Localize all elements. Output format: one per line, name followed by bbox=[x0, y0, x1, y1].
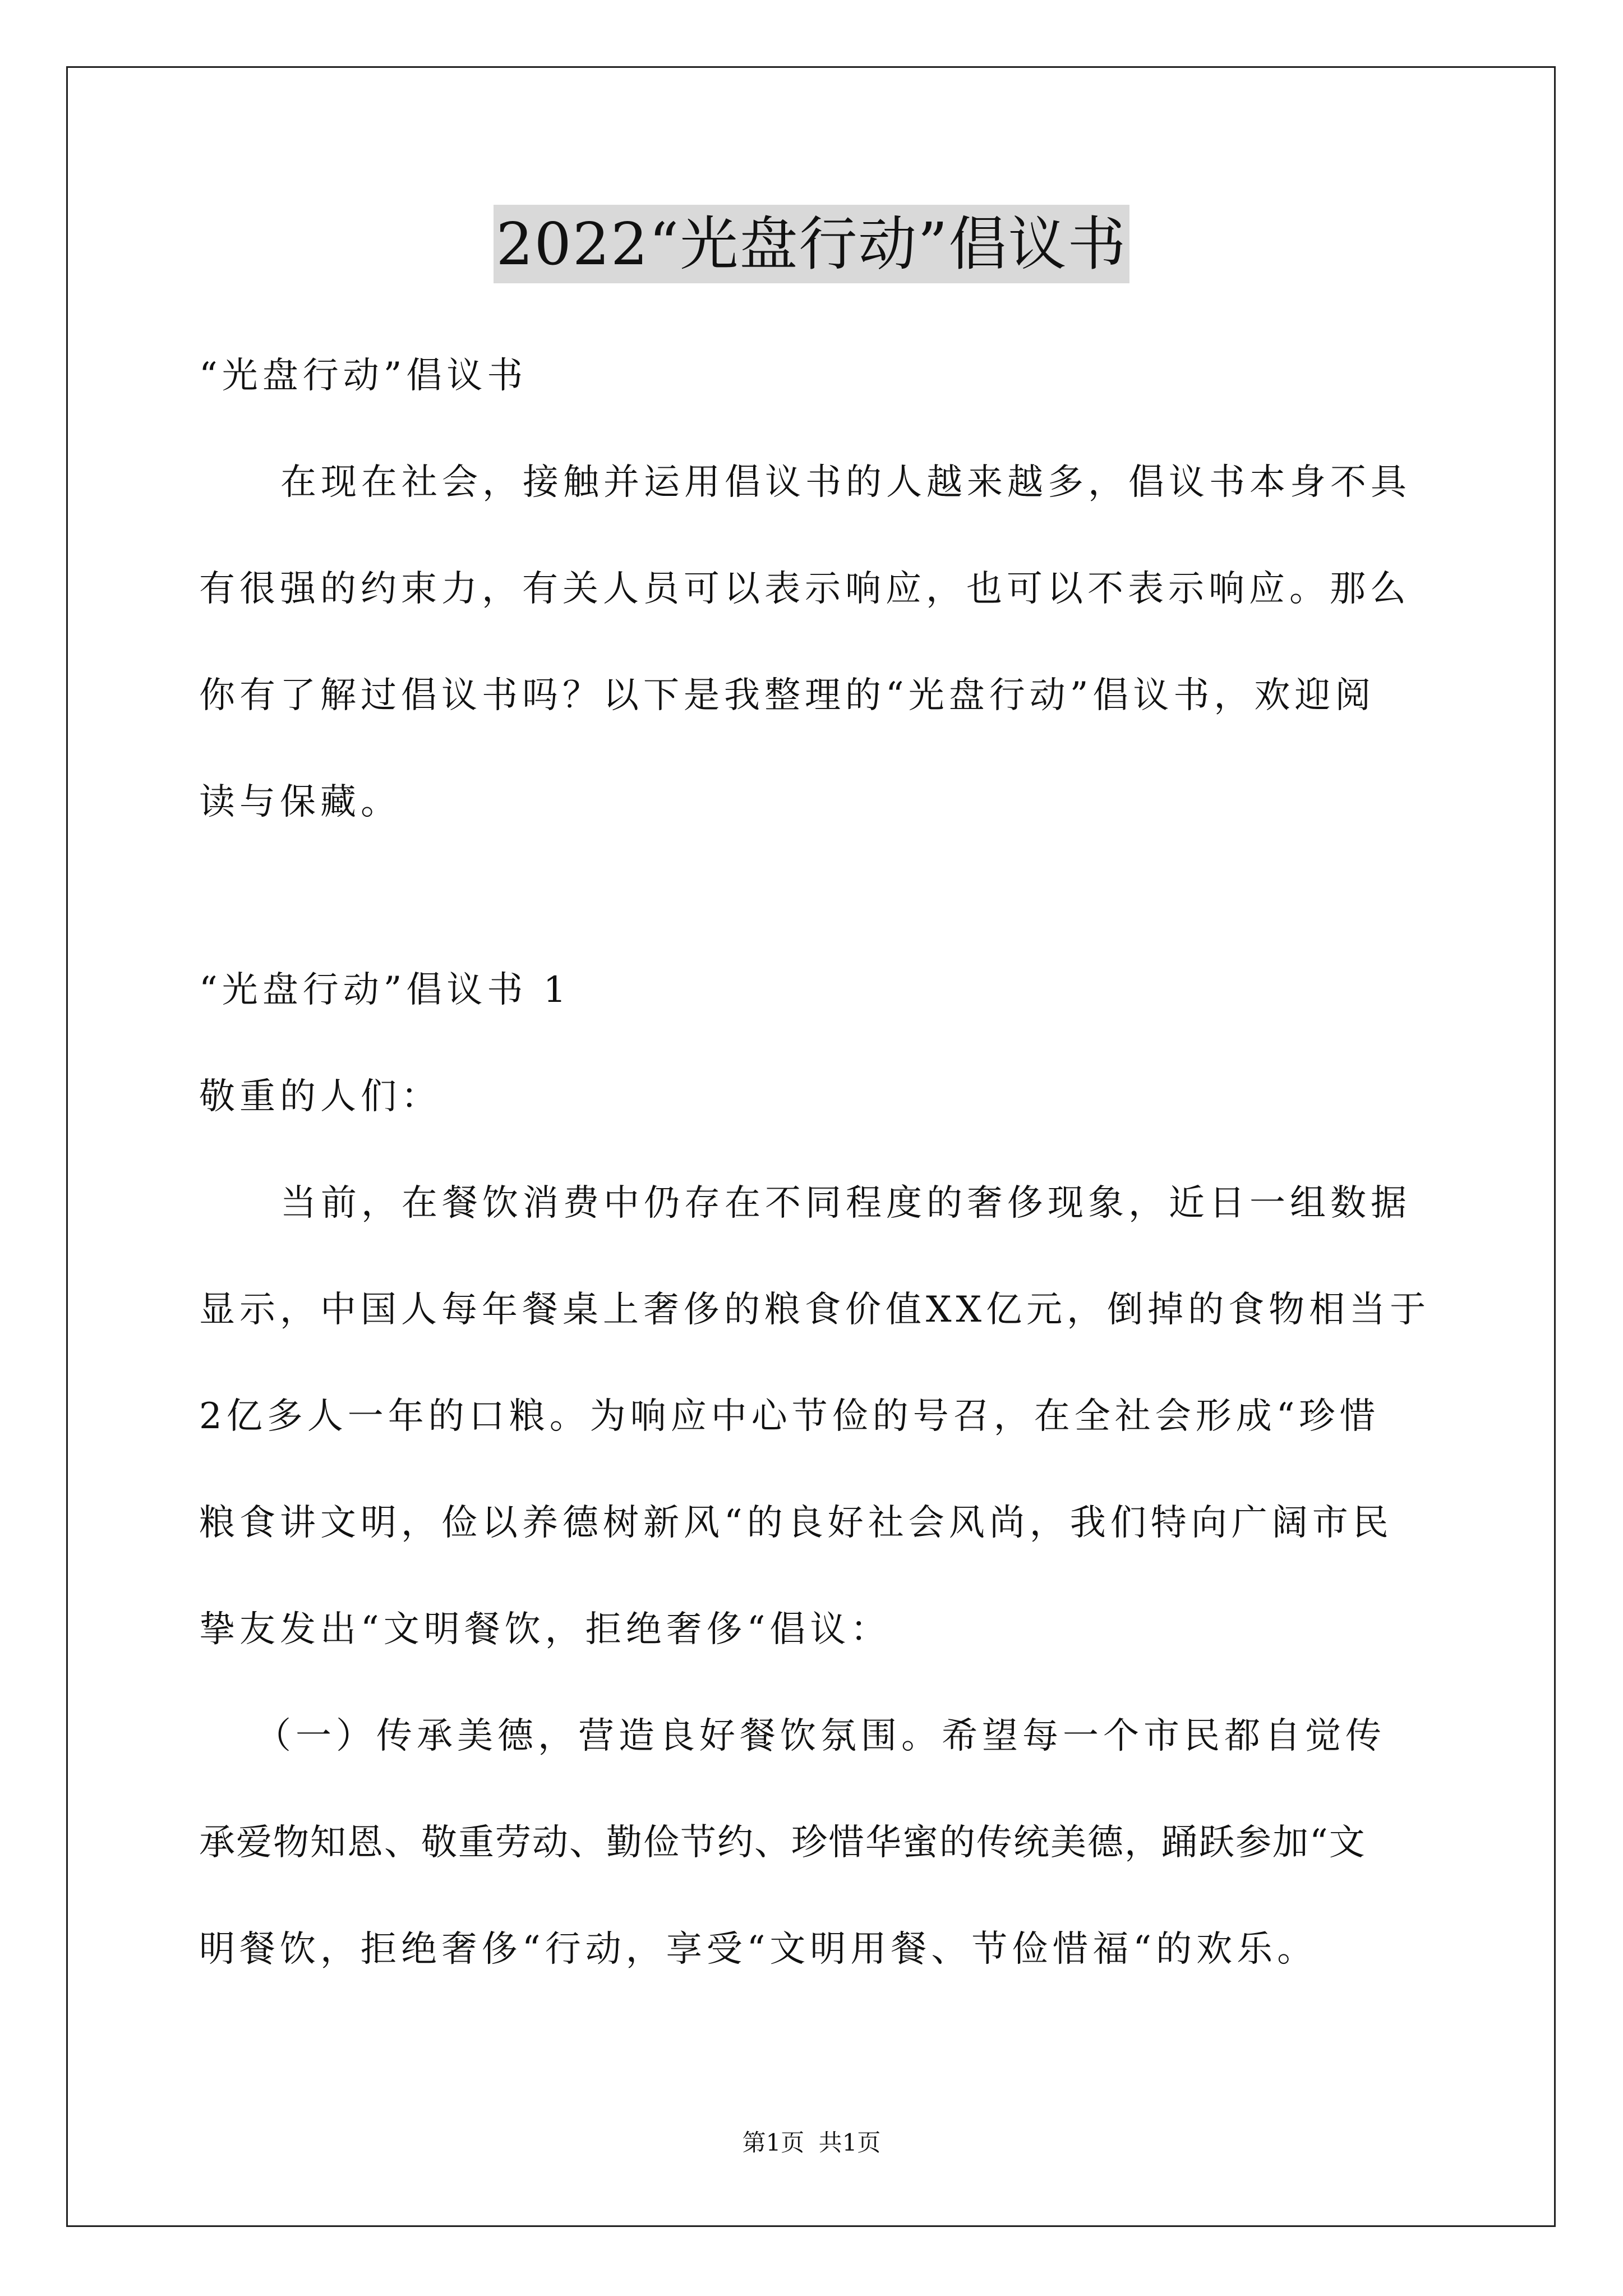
paragraph2-line-1: （一）传承美德，营造良好餐饮氛围。希望每一个市民都自觉传 bbox=[255, 1715, 1386, 1757]
intro-line-4: 读与保藏。 bbox=[199, 781, 401, 823]
paragraph2-line-3: 明餐饮，拒绝奢侈“行动，享受“文明用餐、节俭惜福“的欢乐。 bbox=[199, 1929, 1318, 1970]
page-total: 共1页 bbox=[818, 2129, 881, 2156]
page-footer bbox=[0, 2129, 1623, 2157]
intro-line-3: 你有了解过倡议书吗？以下是我整理的“光盘行动”倡议书，欢迎阅 bbox=[199, 675, 1376, 716]
paragraph1-line-2: 显示，中国人每年餐桌上奢侈的粮食价值XX亿元，倒掉的食物相当于 bbox=[199, 1289, 1431, 1331]
title-container bbox=[0, 205, 1623, 283]
paragraph1-line-4: 粮食讲文明，俭以养德树新风“的良好社会风尚，我们特向广阔市民 bbox=[199, 1502, 1393, 1544]
page-number: 第1页 bbox=[742, 2129, 805, 2156]
document-subtitle: “光盘行动”倡议书 bbox=[199, 355, 528, 397]
paragraph2-line-2: 承爱物知恩、敬重劳动、勤俭节约、珍惜华蜜的传统美德，踊跃参加“文 bbox=[199, 1822, 1366, 1864]
greeting: 敬重的人们： bbox=[199, 1076, 441, 1117]
paragraph1-line-5: 挚友发出“文明餐饮，拒绝奢侈“倡议： bbox=[199, 1609, 891, 1650]
intro-line-1: 在现在社会，接触并运用倡议书的人越来越多，倡议书本身不具 bbox=[280, 462, 1411, 503]
paragraph1-line-3: 2亿多人一年的口粮。为响应中心节俭的号召，在全社会形成“珍惜 bbox=[199, 1396, 1380, 1437]
document-title: 2022“光盘行动”倡议书 bbox=[494, 205, 1129, 283]
paragraph1-line-1: 当前，在餐饮消费中仍存在不同程度的奢侈现象，近日一组数据 bbox=[280, 1182, 1411, 1224]
section-heading: “光盘行动”倡议书 1 bbox=[199, 969, 571, 1011]
intro-line-2: 有很强的约束力，有关人员可以表示响应，也可以不表示响应。那么 bbox=[199, 568, 1410, 610]
